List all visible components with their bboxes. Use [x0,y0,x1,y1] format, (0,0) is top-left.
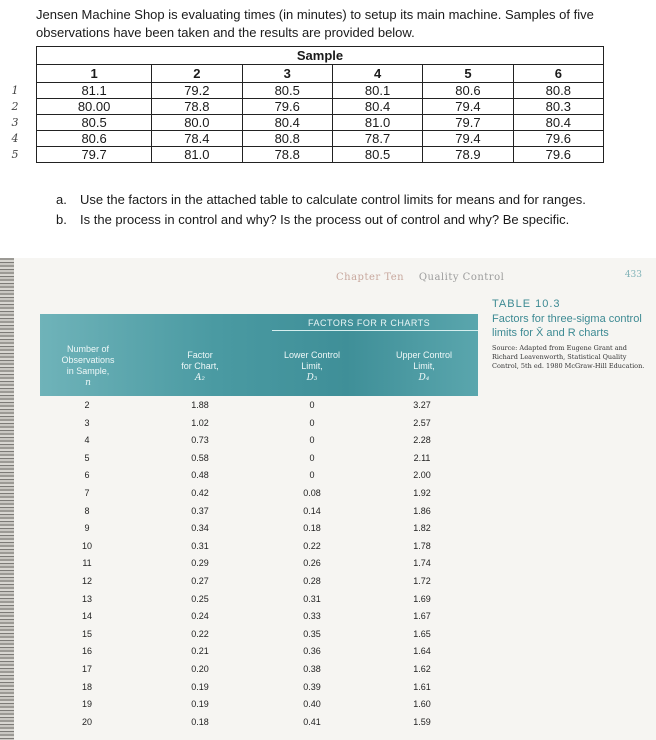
table-row [40,556,478,574]
running-head [336,272,504,283]
observation-cell: 80.3 [513,99,603,115]
a2-factor-cell: 1.02 [191,417,209,428]
question-text: Is the process in control and why? Is the process out of control and why? Be specific. [80,212,570,227]
sample-size-cell: 6 [84,470,90,481]
d3-factor-cell: 0.36 [303,646,321,657]
observation-table [36,46,604,163]
d4-factor-cell: 1.59 [413,716,431,727]
header-n [42,344,134,389]
handwritten-mark: 5 [11,148,19,161]
a2-factor-cell: 0.58 [191,452,209,463]
d3-factor-cell: 0 [309,400,315,410]
handwritten-row-marks [4,84,26,164]
a2-factor-cell: 0.48 [191,470,209,481]
sample-size-cell: 19 [81,699,92,710]
d3-factor-cell: 0.22 [303,540,321,551]
observation-cell: 79.2 [152,83,242,99]
header-a2-symbol: A₂ [194,373,206,383]
d3-factor-cell: 0.40 [303,699,321,710]
sample-column-header: 5 [423,65,513,83]
title-rule [272,330,478,331]
sample-size-cell: 20 [81,716,92,727]
handwritten-mark: 2 [11,100,19,113]
observation-cell: 78.4 [152,131,242,147]
a2-factor-cell: 0.27 [191,575,209,586]
observation-cell: 79.4 [423,131,513,147]
observation-cell: 80.4 [332,99,422,115]
table-source: Source: Adapted from Eugene Grant and Richard Leavenworth, Statistical Quality Control, 5th ed. 1980 McGraw-Hill Education. [492,344,645,370]
a2-factor-cell: 0.20 [191,663,209,674]
sample-size-cell: 18 [81,681,92,692]
observation-cell: 78.8 [152,99,242,115]
sample-column-header: 2 [152,65,242,83]
sample-column-header: 6 [513,65,603,83]
d4-factor-cell: 1.62 [413,663,431,674]
table-row [40,468,478,486]
header-n-line: Number of [66,344,110,354]
d3-factor-cell: 0 [309,452,315,463]
header-a2 [170,350,230,384]
observation-cell: 78.8 [242,147,332,163]
sample-column-header: 3 [242,65,332,83]
table-row [37,147,604,163]
d3-factor-cell: 0.14 [303,505,321,516]
observation-cell: 80.6 [37,131,152,147]
sample-size-cell: 14 [81,611,92,622]
handwritten-mark: 3 [11,116,19,129]
d4-factor-cell: 1.72 [413,575,431,586]
table-row [40,697,478,715]
table-row [40,644,478,662]
sample-size-cell: 3 [84,417,90,428]
d4-factor-cell: 2.00 [413,470,431,481]
d4-factor-cell: 1.92 [413,487,431,498]
a2-factor-cell: 0.19 [191,681,209,692]
header-d4-symbol: D₄ [418,373,430,383]
sample-size-cell: 16 [81,646,92,657]
question-b [56,210,586,230]
observation-cell: 81.0 [152,147,242,163]
running-head-title: Quality Control [418,272,505,283]
factors-table-header-band [40,314,478,396]
table-row [40,451,478,469]
table-row [40,680,478,698]
a2-factor-cell: 0.42 [191,487,209,498]
question-label: b. [56,212,67,227]
observation-cell: 81.0 [332,115,422,131]
observation-cell: 80.4 [242,115,332,131]
header-d3-symbol: D₃ [306,373,318,383]
sample-size-cell: 2 [84,400,90,410]
table-description: Factors for three-sigma control limits for X̄ and R charts [492,313,642,339]
sample-size-cell: 8 [84,505,90,516]
textbook-scan [0,258,656,740]
d3-factor-cell: 0 [309,435,315,446]
problem-intro: Jensen Machine Shop is evaluating times (in minutes) to setup its main machine. Samples of five observations have been taken and the results are provided below. [36,7,594,40]
sample-size-cell: 15 [81,628,92,639]
handwritten-mark: 1 [11,84,19,97]
sample-size-cell: 10 [81,540,92,551]
header-n-symbol: n [85,378,91,388]
table-row [40,574,478,592]
header-d4 [384,350,464,384]
table-row [40,592,478,610]
a2-factor-cell: 0.29 [191,558,209,569]
observation-cell: 80.5 [37,115,152,131]
a2-factor-cell: 0.37 [191,505,209,516]
d3-factor-cell: 0.39 [303,681,321,692]
a2-factor-cell: 0.31 [191,540,209,551]
question-list [56,190,586,230]
question-a [56,190,586,210]
header-n-line: in Sample, [66,366,110,376]
a2-factor-cell: 0.18 [191,716,209,727]
scan-page-edge [0,258,14,740]
a2-factor-cell: 0.21 [191,646,209,657]
table-row [40,609,478,627]
table-row [37,115,604,131]
table-row [40,433,478,451]
observation-cell: 79.6 [513,131,603,147]
observation-cell: 78.7 [332,131,422,147]
observation-cell: 80.0 [152,115,242,131]
observation-cell: 81.1 [37,83,152,99]
a2-factor-cell: 0.73 [191,435,209,446]
page-number: 433 [624,270,642,280]
sample-size-cell: 11 [82,558,92,569]
table-row [40,486,478,504]
observation-cell: 79.7 [423,115,513,131]
observation-rows [37,83,604,163]
d3-factor-cell: 0.35 [303,628,321,639]
table-row [40,398,478,416]
d4-factor-cell: 1.60 [413,699,431,710]
table-row [37,131,604,147]
observation-cell: 78.9 [423,147,513,163]
sample-size-cell: 13 [81,593,92,604]
d3-factor-cell: 0.08 [303,487,321,498]
observation-cell: 79.4 [423,99,513,115]
d4-factor-cell: 2.57 [413,417,431,428]
sample-size-cell: 7 [84,487,90,498]
sample-column-headers [37,65,604,83]
d4-factor-cell: 1.78 [413,540,431,551]
table-row [40,715,478,733]
d4-factor-cell: 1.69 [413,593,431,604]
observation-cell: 80.8 [513,83,603,99]
factors-table-title: FACTORS FOR R CHARTS [308,318,431,328]
a2-factor-cell: 0.22 [191,628,209,639]
d3-factor-cell: 0.38 [303,663,321,674]
d3-factor-cell: 0.41 [303,716,321,727]
d4-factor-cell: 1.74 [413,558,431,569]
observation-cell: 80.6 [423,83,513,99]
d3-factor-cell: 0 [309,417,315,428]
running-head-chapter: Chapter Ten [336,272,405,283]
observation-cell: 80.1 [332,83,422,99]
observation-cell: 80.4 [513,115,603,131]
d3-factor-cell: 0.18 [303,523,321,534]
d4-factor-cell: 2.28 [413,435,431,446]
d3-factor-cell: 0.31 [303,593,321,604]
observation-cell: 79.6 [513,147,603,163]
d4-factor-cell: 3.27 [413,400,431,410]
sample-size-cell: 5 [84,452,90,463]
table-row [40,416,478,434]
a2-factor-cell: 0.25 [191,593,209,604]
d4-factor-cell: 2.11 [413,452,431,463]
d4-factor-cell: 1.64 [413,646,431,657]
sample-column-header: 4 [332,65,422,83]
observation-cell: 80.5 [332,147,422,163]
sample-size-cell: 9 [84,523,90,534]
question-label: a. [56,192,67,207]
table-label: TABLE 10.3 [492,298,561,310]
d4-factor-cell: 1.86 [413,505,431,516]
header-d3 [272,350,352,384]
sample-size-cell: 17 [81,663,92,674]
table-row [40,662,478,680]
observation-cell: 80.8 [242,131,332,147]
table-row [40,539,478,557]
header-n-line: Observations [61,355,115,365]
handwritten-mark: 4 [11,132,19,145]
d3-factor-cell: 0.26 [303,558,321,569]
header-d4-line: Limit, [413,361,435,371]
a2-factor-cell: 1.88 [191,400,209,410]
factor-table-body [40,398,478,732]
table-row [40,627,478,645]
a2-factor-cell: 0.19 [191,699,209,710]
table-row [37,83,604,99]
question-text: Use the factors in the attached table to calculate control limits for means and for ranges. [80,192,586,207]
d3-factor-cell: 0.28 [303,575,321,586]
sample-column-header: 1 [37,65,152,83]
header-d4-line: Upper Control [395,350,453,360]
d4-factor-cell: 1.82 [413,523,431,534]
header-d3-line: Lower Control [283,350,341,360]
observation-cell: 79.7 [37,147,152,163]
table-row [40,504,478,522]
header-a2-line: for Chart, [181,361,219,371]
d3-factor-cell: 0.33 [303,611,321,622]
table-caption [492,298,646,371]
d3-factor-cell: 0 [309,470,315,481]
a2-factor-cell: 0.24 [191,611,209,622]
sample-size-cell: 4 [84,435,90,446]
a2-factor-cell: 0.34 [191,523,209,534]
d4-factor-cell: 1.65 [413,628,431,639]
observation-cell: 79.6 [242,99,332,115]
header-d3-line: Limit, [301,361,323,371]
table-row [37,99,604,115]
header-a2-line: Factor [187,350,213,360]
sample-size-cell: 12 [81,575,92,586]
observation-cell: 80.00 [37,99,152,115]
table-row [40,521,478,539]
observation-cell: 80.5 [242,83,332,99]
d4-factor-cell: 1.67 [413,611,431,622]
d4-factor-cell: 1.61 [413,681,431,692]
sample-group-header: Sample [37,47,604,65]
